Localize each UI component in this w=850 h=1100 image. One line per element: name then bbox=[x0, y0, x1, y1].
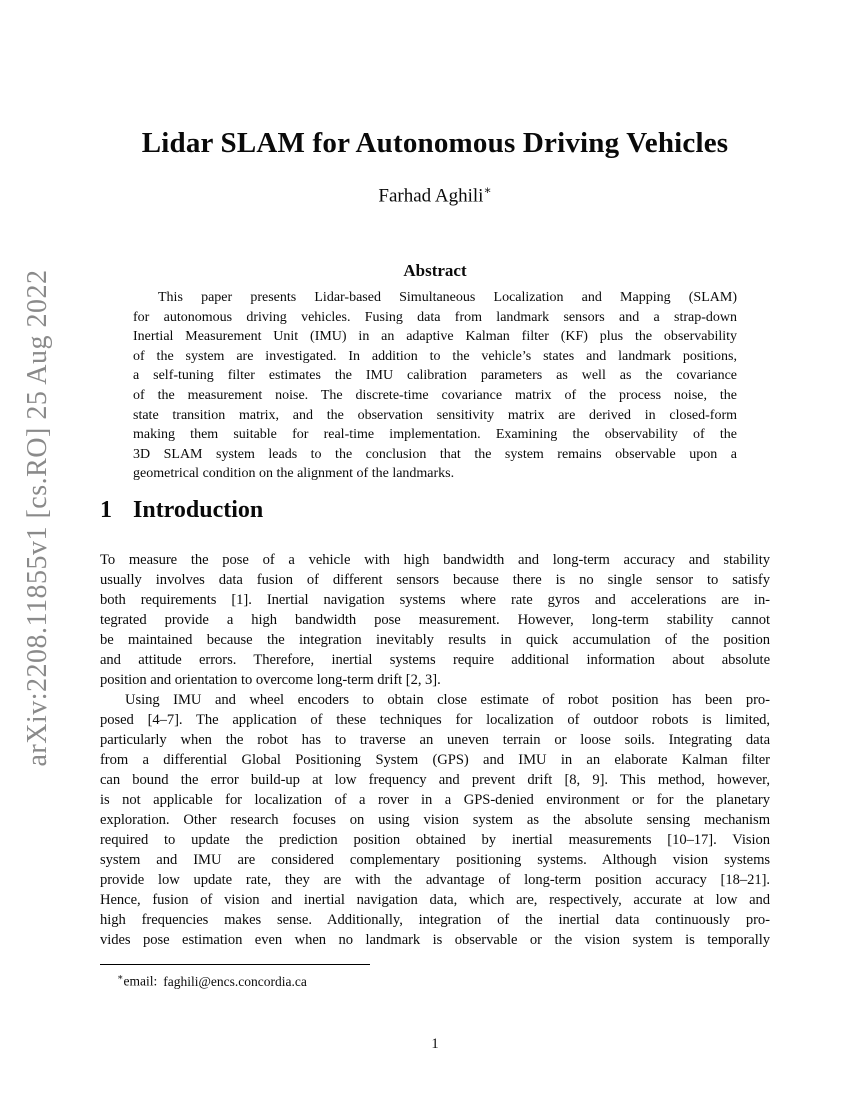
abstract-heading: Abstract bbox=[403, 261, 467, 280]
text-line: system and IMU are considered complementary positioning systems. Although vision systems bbox=[100, 852, 770, 868]
abstract-text bbox=[133, 288, 737, 484]
section-number: 1 bbox=[100, 497, 112, 523]
text-line: and attitude errors. Therefore, inertial systems require additional information about absolute bbox=[100, 652, 770, 668]
text-line: tegrated provide a high bandwidth pose measurement. However, long-term stability cannot bbox=[100, 612, 770, 628]
arxiv-watermark: arXiv:2208.11855v1 [cs.RO] 25 Aug 2022 bbox=[22, 269, 53, 767]
author-footnote-marker: ∗ bbox=[483, 183, 492, 197]
text-line: 3D SLAM system leads to the conclusion that the system remains observable upon a bbox=[133, 446, 737, 462]
text-line: of the system are investigated. In addition to the vehicle’s states and landmark positions, bbox=[133, 348, 737, 364]
text-line: required to update the prediction position obtained by inertial measurements [10–17]. Vision bbox=[100, 832, 770, 848]
text-line: a self-tuning filter estimates the IMU calibration parameters as well as the covariance bbox=[133, 368, 737, 384]
author-block bbox=[100, 183, 770, 207]
text-line: both requirements [1]. Inertial navigation systems where rate gyros and accelerations are in- bbox=[100, 592, 770, 608]
page-number: 1 bbox=[431, 1036, 439, 1052]
title-block bbox=[100, 127, 770, 160]
text-line: vides pose estimation even when no landmark is observable or the vision system is temporally bbox=[100, 932, 770, 948]
text-line: high frequencies makes sense. Additionally, integration of the inertial data continuously pro- bbox=[100, 912, 770, 928]
author-name: Farhad Aghili bbox=[378, 185, 484, 207]
text-line: from a differential Global Positioning System (GPS) and IMU in an elaborate Kalman filter bbox=[100, 752, 770, 768]
text-line: usually involves data fusion of different sensors because there is no single sensor to satisfy bbox=[100, 572, 770, 588]
footnote-email: faghili@encs.concordia.ca bbox=[163, 973, 307, 989]
paper-title: Lidar SLAM for Autonomous Driving Vehicles bbox=[141, 127, 729, 159]
text-line: particularly when the robot has to traverse an uneven terrain or loose soils. Integrating data bbox=[100, 732, 770, 748]
text-line: state transition matrix, and the observation sensitivity matrix are derived in closed-form bbox=[133, 407, 737, 423]
footnote bbox=[100, 972, 770, 990]
text-line: can bound the error build-up at low frequency and prevent drift [8, 9]. This method, however, bbox=[100, 772, 770, 788]
text-line: position and orientation to overcome long-term drift [2, 3]. bbox=[100, 672, 441, 688]
text-line: To measure the pose of a vehicle with high bandwidth and long-term accuracy and stability bbox=[100, 552, 770, 568]
footnote-marker: ∗ bbox=[117, 973, 124, 983]
text-line: for autonomous driving vehicles. Fusing data from landmark sensors and a strap-down bbox=[133, 309, 737, 325]
text-line: Inertial Measurement Unit (IMU) in an adaptive Kalman filter (KF) plus the observability bbox=[133, 329, 737, 345]
footnote-label: email: bbox=[123, 973, 158, 989]
text-line: is not applicable for localization of a rover in a GPS-denied environment or for the planetary bbox=[100, 792, 770, 808]
text-line: Using IMU and wheel encoders to obtain close estimate of robot position has been pro- bbox=[125, 692, 770, 708]
text-line: making them suitable for real-time implementation. Examining the observability of the bbox=[133, 427, 737, 443]
text-line: be maintained because the integration inevitably results in quick accumulation of the position bbox=[100, 632, 770, 648]
introduction-text bbox=[100, 550, 770, 950]
text-line: geometrical condition on the alignment of the landmarks. bbox=[133, 466, 455, 482]
text-line: This paper presents Lidar-based Simultaneous Localization and Mapping (SLAM) bbox=[158, 290, 737, 305]
text-line: provide low update rate, they are with the advantage of long-term position accuracy [18–21]. bbox=[100, 872, 770, 888]
text-line: posed [4–7]. The application of these techniques for localization of outdoor robots is limited, bbox=[100, 712, 770, 728]
text-line: Hence, fusion of vision and inertial navigation data, which are, respectively, accurate at low and bbox=[100, 892, 770, 908]
text-line: of the measurement noise. The discrete-time covariance matrix of the process noise, the bbox=[133, 387, 737, 403]
section-heading-introduction bbox=[100, 497, 770, 524]
section-title: Introduction bbox=[133, 497, 264, 523]
text-line: exploration. Other research focuses on using vision system as the absolute sensing mechanism bbox=[100, 812, 770, 828]
footnote-rule bbox=[100, 964, 370, 965]
